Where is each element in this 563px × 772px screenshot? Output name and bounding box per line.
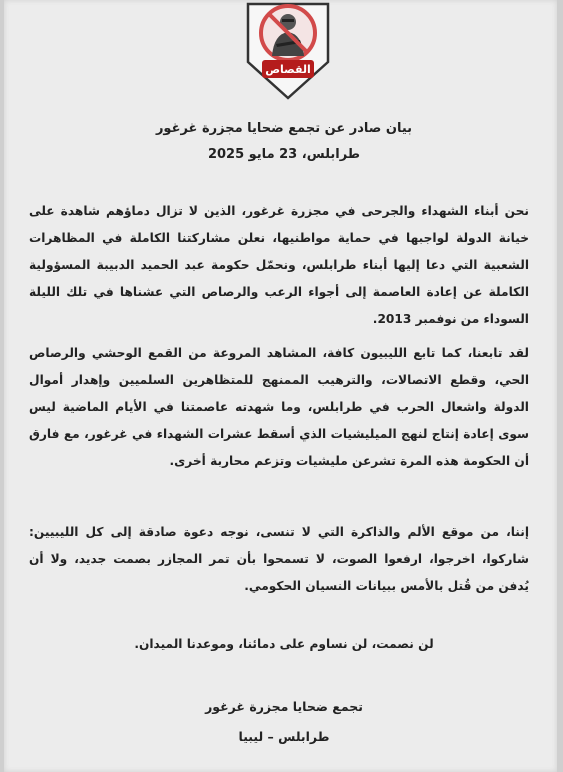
signature-block (154, 692, 414, 752)
signature-org: تجمع ضحايا مجزرة غرغور (205, 699, 363, 714)
logo-text: القصاص (265, 63, 311, 76)
signature-place: طرابلس – ليبيا (238, 729, 330, 744)
statement-title: بيان صادر عن تجمع ضحايا مجزرة غرغور (155, 121, 413, 136)
logo-emblem-icon (242, 0, 334, 100)
statement-header (124, 118, 444, 166)
paragraph-3: إننا، من موقع الألم والذاكرة التي لا تنسى، نوجه دعوة صادقة إلى كل الليبيين: شاركوا، اخرجوا، ارفعوا الصوت، لا تسمحوا بأن تمر المجازر بصمت جديد، ولا أن يُدفن من قُتل بالأمس ببيانات النسيان الحكومي. (29, 525, 529, 593)
statement-date: طرابلس، 23 مايو 2025 (207, 147, 361, 162)
closing-line: لن نصمت، لن نساوم على دمائنا، وموعدنا الميدان. (134, 637, 434, 651)
paragraph-2: لقد تابعنا، كما تابع الليبيون كافة، المشاهد المروعة من القمع الوحشي والرصاص الحي، وقطع الاتصالات، والترهيب الممنهج للمتظاهرين السلميين وإهدار أموال الدولة واشعال الحرب في طرابلس، وما شهدته عاصمتنا في الأيام الماضية ليس سوى إعادة إنتاج لنهج الميليشيات الذي أسقط عشرات الشهداء في غرغور، مع فارق أن الحكومة هذه المرة تشرعن مليشيات وتزعم محاربة أخرى. (29, 346, 529, 468)
paragraph-1: نحن أبناء الشهداء والجرحى في مجزرة غرغور، الذين لا تزال دماؤهم شاهدة على خيانة الدولة لواجبها في حماية مواطنيها، نعلن مشاركتنا الكاملة في المظاهرات الشعبية التي دعا إليها أبناء طرابلس، ونحمّل حكومة عبد الحميد الدبيبة المسؤولية الكاملة عن إعادة العاصمة إلى أجواء الرعب والرصاص التي عشناها في تلك الليلة السوداء من نوفمبر 2013. (29, 204, 529, 326)
statement-page (4, 0, 557, 772)
qisas-logo (242, 0, 334, 100)
